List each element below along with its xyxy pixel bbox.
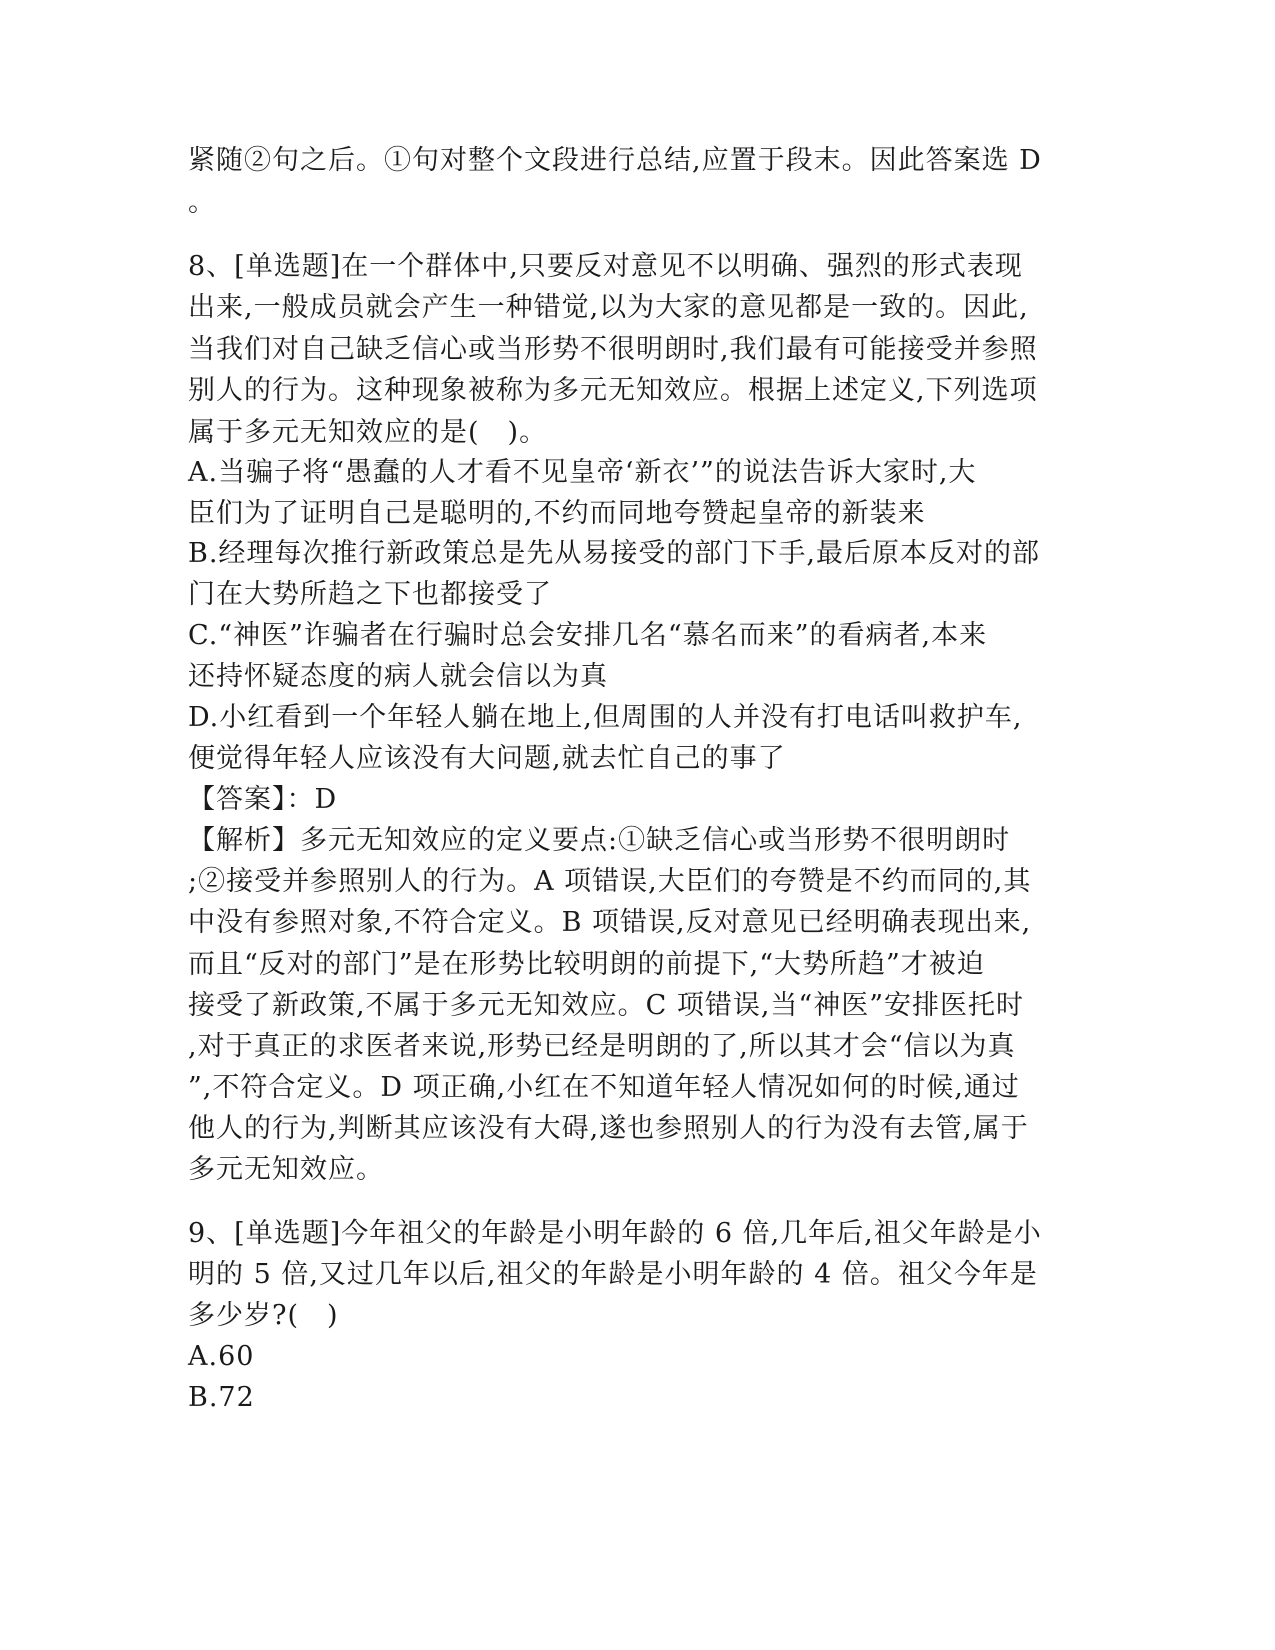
q8-analysis-line-7: ”,不符合定义。D 项正确,小红在不知道年轻人情况如何的时候,通过 — [188, 1072, 1020, 1103]
q8-stem-line-1: 8、[单选题]在一个群体中,只要反对意见不以明确、强烈的形式表现 — [188, 251, 1023, 282]
q8-analysis-line-9: 多元无知效应。 — [188, 1154, 384, 1185]
q9-stem-line-2: 明的 5 倍,又过几年以后,祖父的年龄是小明年龄的 4 倍。祖父今年是 — [188, 1259, 1038, 1290]
q8-option-a-line-2: 臣们为了证明自己是聪明的,不约而同地夸赞起皇帝的新装来 — [188, 498, 926, 529]
q9-stem-line-3: 多少岁?( ) — [188, 1300, 339, 1331]
q8-stem-line-5: 属于多元无知效应的是( )。 — [188, 417, 548, 448]
q8-stem-line-4: 别人的行为。这种现象被称为多元无知效应。根据上述定义,下列选项 — [188, 375, 1038, 406]
q8-option-b-line-1: B.经理每次推行新政策总是先从易接受的部门下手,最后原本反对的部 — [188, 538, 1041, 569]
prev-analysis-line-1: 紧随②句之后。①句对整个文段进行总结,应置于段末。因此答案选 D — [188, 145, 1042, 176]
q8-option-c-line-2: 还持怀疑态度的病人就会信以为真 — [188, 661, 608, 692]
q8-option-d-line-1: D.小红看到一个年轻人躺在地上,但周围的人并没有打电话叫救护车, — [188, 702, 1023, 733]
q8-option-c-line-1: C.“神医”诈骗者在行骗时总会安排几名“慕名而来”的看病者,本来 — [188, 620, 988, 651]
q8-stem-line-2: 出来,一般成员就会产生一种错觉,以为大家的意见都是一致的。因此, — [188, 292, 1029, 323]
q8-analysis-line-3: 中没有参照对象,不符合定义。B 项错误,反对意见已经明确表现出来, — [188, 907, 1032, 938]
q8-option-d-line-2: 便觉得年轻人应该没有大问题,就去忙自己的事了 — [188, 743, 786, 774]
q8-stem-line-3: 当我们对自己缺乏信心或当形势不很明朗时,我们最有可能接受并参照 — [188, 334, 1038, 365]
q8-option-a-line-1: A.当骗子将“愚蠢的人才看不见皇帝‘新衣’”的说法告诉大家时,大 — [188, 457, 977, 488]
q8-analysis-line-1: 【解析】多元无知效应的定义要点:①缺乏信心或当形势不很明朗时 — [188, 825, 1011, 856]
q9-option-b: B.72 — [188, 1382, 255, 1413]
q8-analysis-line-2: ;②接受并参照别人的行为。A 项错误,大臣们的夸赞是不约而同的,其 — [188, 866, 1032, 897]
q8-option-b-line-2: 门在大势所趋之下也都接受了 — [188, 579, 552, 610]
q8-analysis-line-6: ,对于真正的求医者来说,形势已经是明朗的了,所以其才会“信以为真 — [188, 1031, 1016, 1062]
q9-stem-line-1: 9、[单选题]今年祖父的年龄是小明年龄的 6 倍,几年后,祖父年龄是小 — [188, 1218, 1042, 1249]
q8-analysis-line-5: 接受了新政策,不属于多元无知效应。C 项错误,当“神医”安排医托时 — [188, 990, 1025, 1021]
q8-analysis-line-4: 而且“反对的部门”是在形势比较明朗的前提下,“大势所趋”才被迫 — [188, 949, 985, 980]
prev-analysis-line-2: 。 — [188, 187, 216, 218]
q9-option-a: A.60 — [188, 1341, 255, 1372]
q8-answer: 【答案】：D — [188, 784, 338, 815]
q8-analysis-line-8: 他人的行为,判断其应该没有大碍,遂也参照别人的行为没有去管,属于 — [188, 1113, 1029, 1144]
